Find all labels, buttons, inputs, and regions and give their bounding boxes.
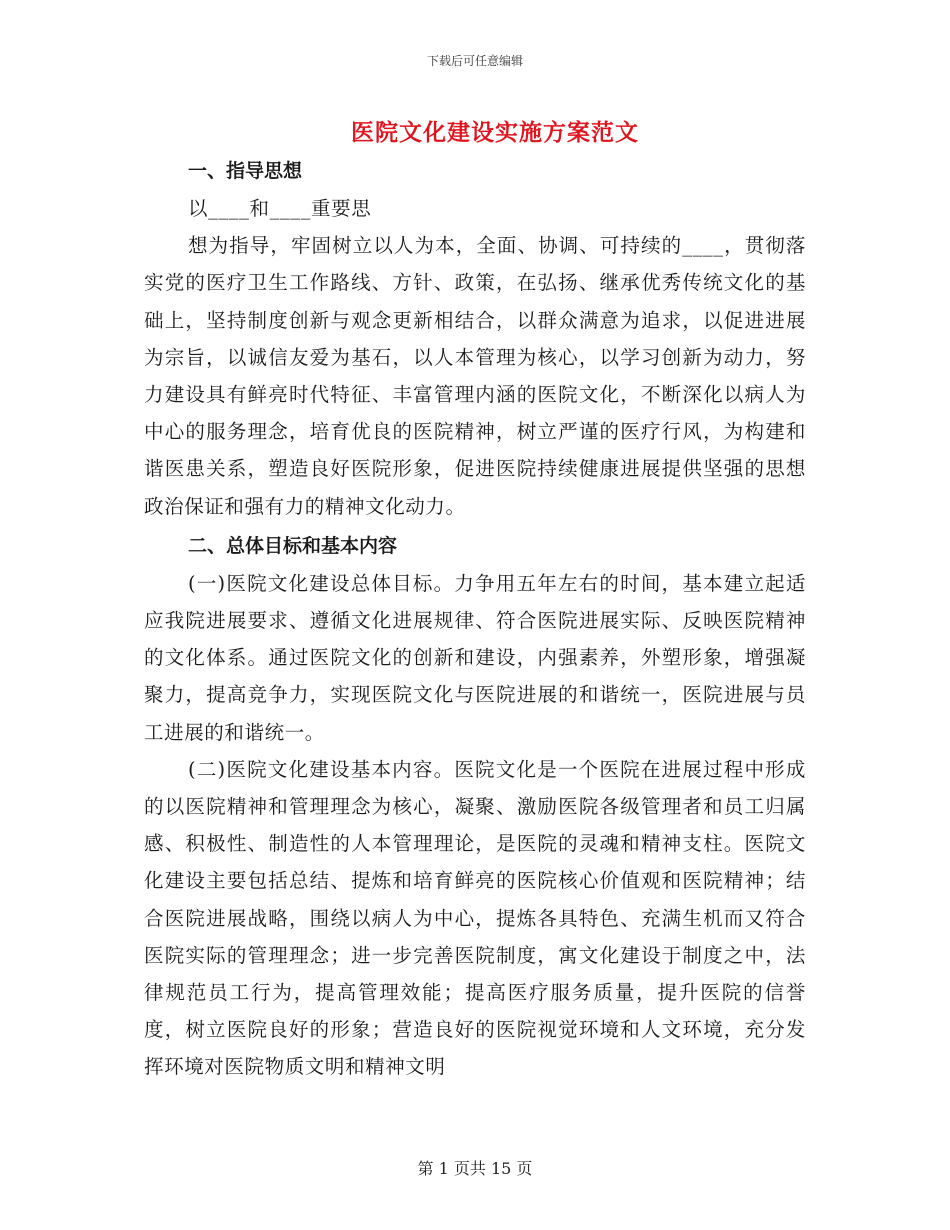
page-number: 第 1 页共 15 页 xyxy=(417,1159,533,1178)
paragraph: (二)医院文化建设基本内容。医院文化是一个医院在进展过程中形成的以医院精神和管理理念为核心，凝聚、激励医院各级管理者和员工归属感、积极性、制造性的人本管理理论，是医院的灵魂和精神支柱。医院文化建设主要包括总结、提炼和培育鲜亮的医院核心价值观和医院精神；结合医院进展战略，围绕以病人为中心，提炼各具特色、充满生机而又符合医院实际的管理理念；进一步完善医院制度，寓文化建设于制度之中，法律规范员工行为，提高管理效能；提高医疗服务质量，提升医院的信誉度，树立医院良好的形象；营造良好的医院视觉环境和人文环境，充分发挥环境对医院物质文明和精神文明 xyxy=(144,757,806,1079)
paragraph: (一)医院文化建设总体目标。力争用五年左右的时间，基本建立起适应我院进展要求、遵循文化进展规律、符合医院进展实际、反映医院精神的文化体系。通过医院文化的创新和建设，内强素养，外塑形象，增强凝聚力，提高竞争力，实现医院文化与医院进展的和谐统一，医院进展与员工进展的和谐统一。 xyxy=(144,571,806,744)
document-title: 医院文化建设实施方案范文 xyxy=(351,119,639,146)
section-heading-overall-goals: 二、总体目标和基本内容 xyxy=(188,534,398,557)
section-heading-guiding-ideology: 一、指导思想 xyxy=(188,160,303,182)
document-body xyxy=(144,152,806,1086)
paragraph: 想为指导，牢固树立以人为本，全面、协调、可持续的____，贯彻落实党的医疗卫生工作路线、方针、政策，在弘扬、继承优秀传统文化的基础上，坚持制度创新与观念更新相结合，以群众满意为追求，以促进进展为宗旨，以诚信友爱为基石，以人本管理为核心，以学习创新为动力，努力建设具有鲜亮时代特征、丰富管理内涵的医院文化，不断深化以病人为中心的服务理念，培育优良的医院精神，树立严谨的医疗行风，为构建和谐医患关系，塑造良好医院形象，促进医院持续健康进展提供坚强的思想政治保证和强有力的精神文化动力。 xyxy=(144,234,806,518)
page-header-note: 下载后可任意编辑 xyxy=(426,54,523,68)
paragraph-line: 以____和____重要思 xyxy=(188,197,372,220)
